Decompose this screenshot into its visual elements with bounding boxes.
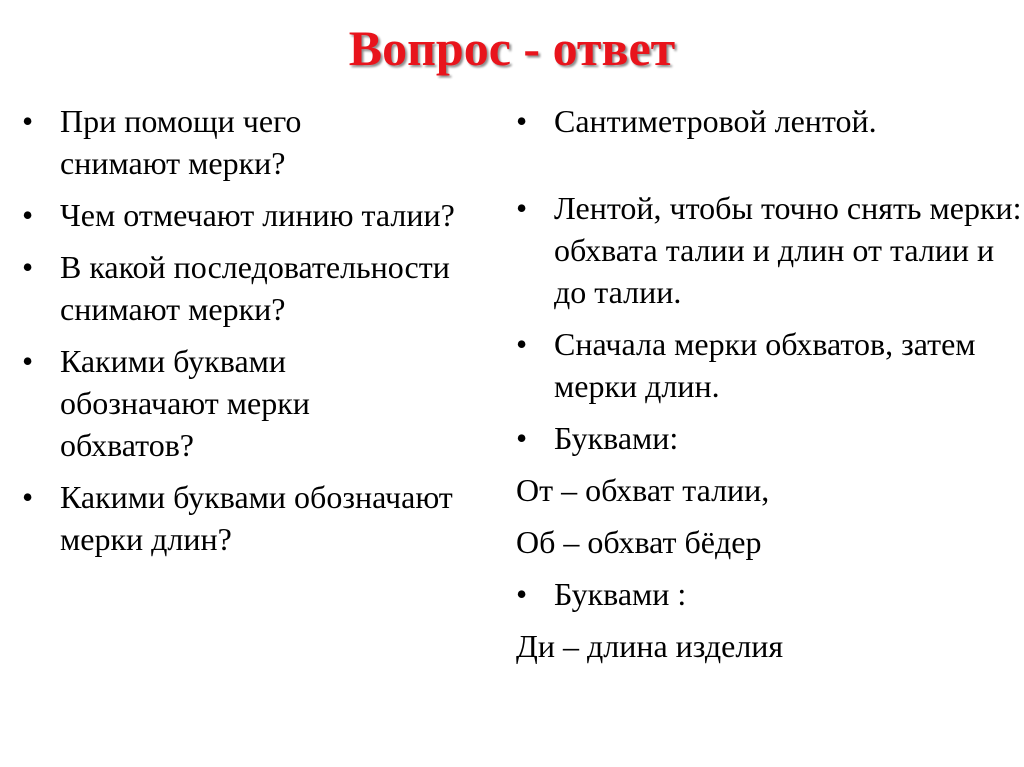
bullet-icon: • <box>516 326 528 362</box>
slide-title: Вопрос - ответ <box>348 20 676 76</box>
answer-subitem <box>516 521 1016 563</box>
answer-text: От – обхват талии, <box>516 472 770 508</box>
answer-item <box>516 417 1016 459</box>
question-item <box>22 194 460 236</box>
question-item <box>22 246 460 330</box>
question-text: Какими буквами обозначают мерки обхватов? <box>60 343 310 463</box>
bullet-icon: • <box>22 197 34 233</box>
question-text: При помощи чего снимают мерки? <box>60 103 302 181</box>
bullet-icon: • <box>22 103 34 139</box>
question-text: В какой последовательности снимают мерки? <box>60 249 450 327</box>
bullet-icon: • <box>516 576 528 612</box>
answer-item <box>516 323 1024 407</box>
bullet-icon: • <box>22 249 34 285</box>
answer-text: Буквами : <box>554 576 687 612</box>
answer-item <box>516 573 1016 615</box>
answer-text: Лентой, чтобы точно снять мерки: обхвата талии и длин от талии и до талии. <box>554 190 1022 310</box>
answer-text: Сантиметровой лентой. <box>554 103 877 139</box>
bullet-icon: • <box>516 190 528 226</box>
answers-list <box>516 100 1022 667</box>
answer-item <box>516 187 1024 313</box>
answer-subitem <box>516 625 1016 667</box>
question-item <box>22 100 360 184</box>
answer-text: Ди – длина изделия <box>516 628 784 664</box>
bullet-icon: • <box>516 103 528 139</box>
question-text: Чем отмечают линию талии? <box>60 197 455 233</box>
answer-subitem <box>516 469 1016 511</box>
answer-item <box>516 100 1016 142</box>
questions-list <box>22 100 500 570</box>
bullet-icon: • <box>22 479 34 515</box>
question-item <box>22 340 420 466</box>
bullet-icon: • <box>516 420 528 456</box>
answer-text: Сначала мерки обхватов, затем мерки длин. <box>554 326 976 404</box>
answer-text: Об – обхват бёдер <box>516 524 762 560</box>
question-text: Какими буквами обозначают мерки длин? <box>60 479 453 557</box>
answer-text: Буквами: <box>554 420 679 456</box>
bullet-icon: • <box>22 343 34 379</box>
question-item <box>22 476 538 560</box>
